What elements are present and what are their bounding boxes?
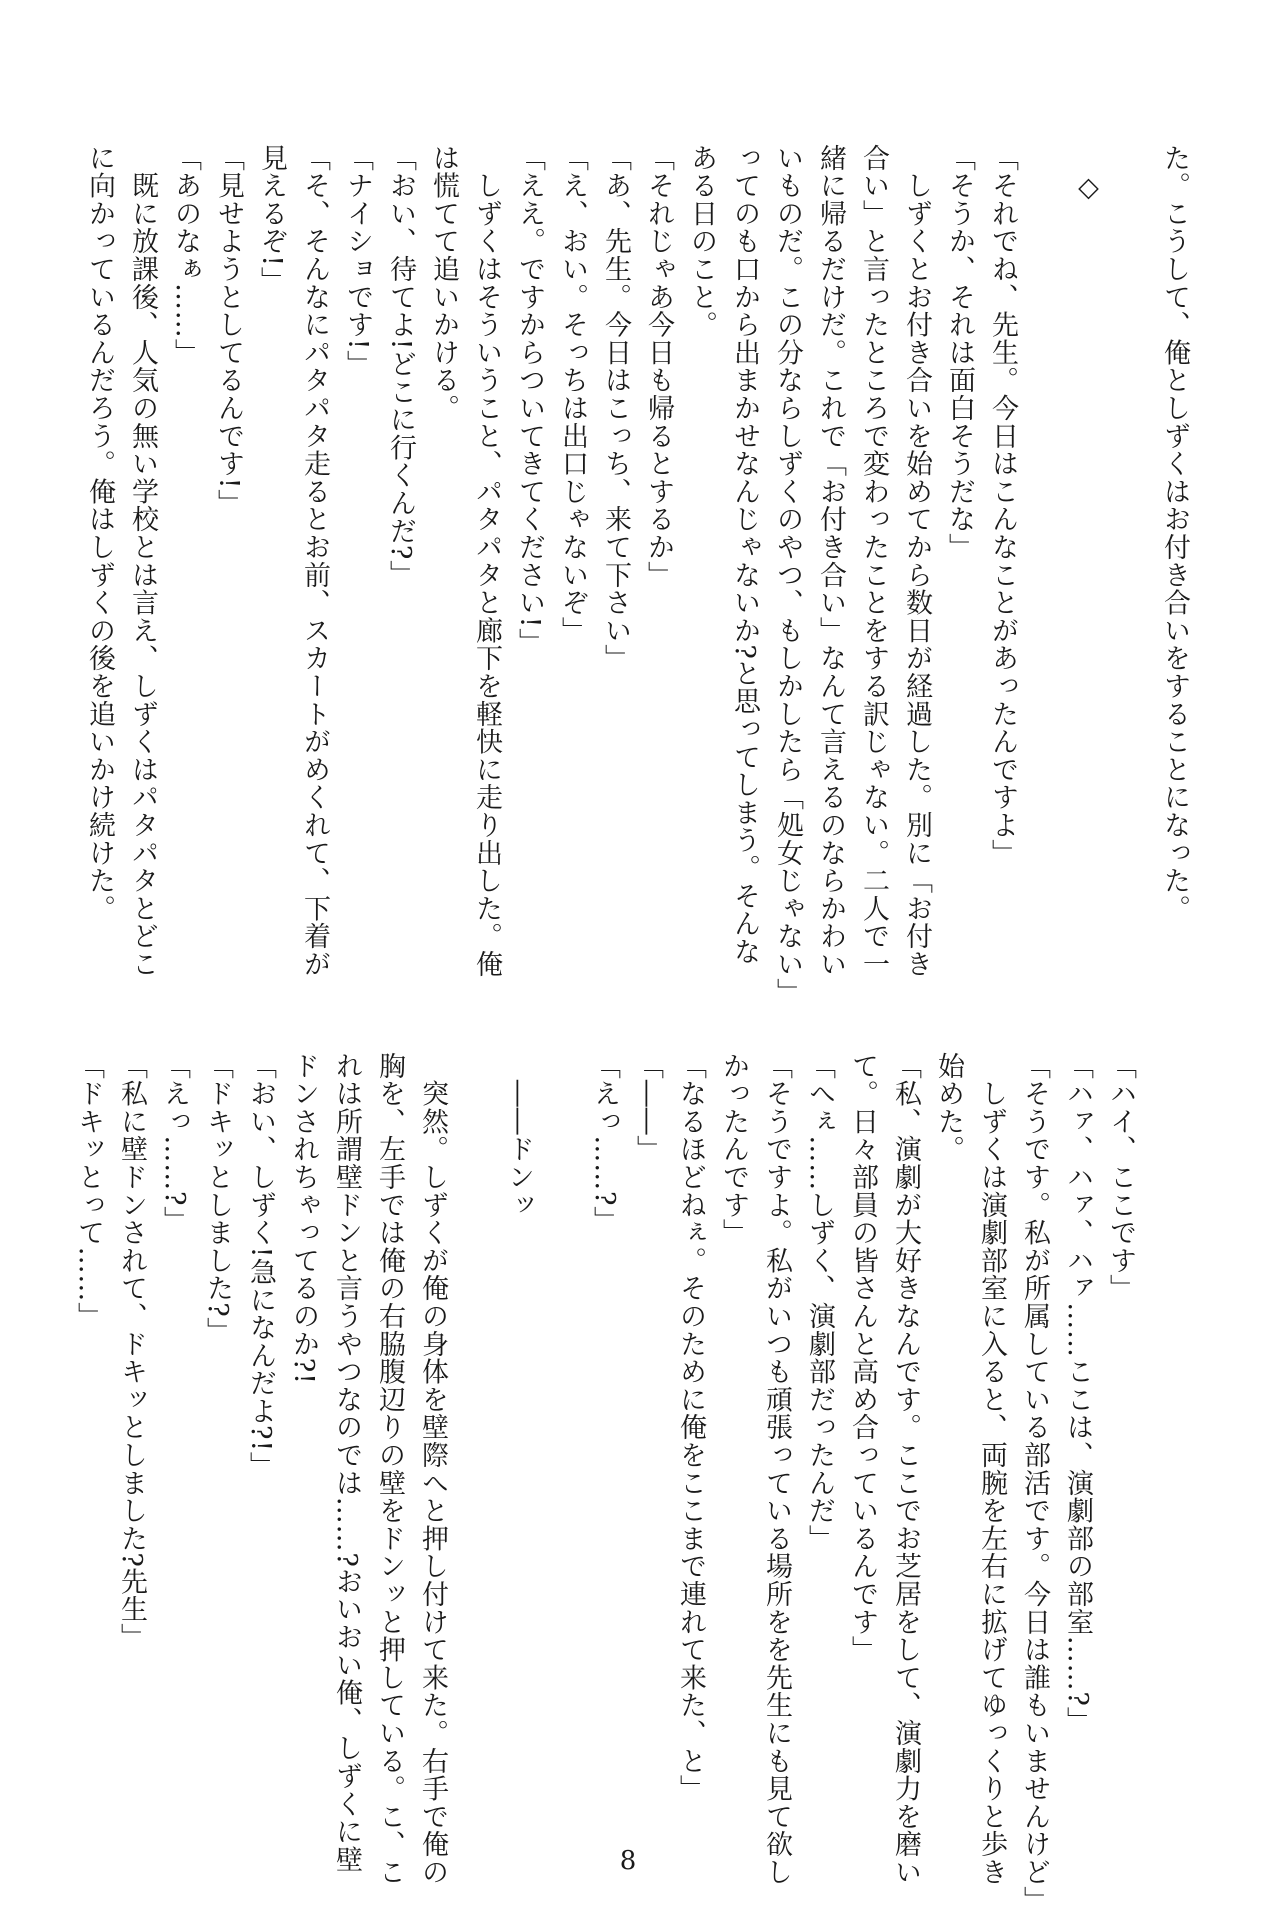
text-column: 「ええ。ですからついてきてください!」: [514, 144, 545, 657]
text-column: に向かっているんだろう。俺はしずくの後を追いかけ続けた。: [84, 144, 115, 923]
text-column: 「そうです。私が所属している部活です。今日は誰もいませんけど」: [1019, 1052, 1050, 1914]
text-column: 突然。しずくが俺の身体を壁際へと押し付けて来た。右手で俺の: [417, 1052, 448, 1886]
text-column: 見えるぞ!」: [256, 144, 287, 295]
text-column: 「私に壁ドンされて、ドキッとしました?先生」: [116, 1052, 147, 1652]
text-column: [1024, 144, 1067, 964]
text-column: 「おい、待てよ!どこに行くんだ?」: [385, 144, 416, 588]
text-column: 「あのなぁ……」: [170, 144, 201, 367]
text-column: れは所謂壁ドンと言うやつなのでは……?おいおい俺、しずくに壁: [331, 1052, 362, 1874]
text-column: 「え、おい。そっちは出口じゃないぞ」: [557, 144, 588, 645]
text-column: 「――」: [632, 1052, 663, 1164]
text-column: は慌てて追いかける。: [428, 144, 459, 422]
text-column: [1110, 144, 1153, 964]
text-column: 「えっ……?」: [159, 1052, 190, 1235]
text-column: 「ハイ、ここです」: [1105, 1052, 1136, 1303]
text-column: ってのも口から出まかせなんじゃないか?と思ってしまう。そんな: [729, 144, 760, 966]
text-column: 「それでね、先生。今日はこんなことがあったんですよ」: [987, 144, 1018, 867]
text-column: 「それじゃあ今日も帰るとするか」: [643, 144, 674, 589]
text-column: 「そうですよ。私がいつも頑張っている場所をを先生にも見て欲し: [761, 1052, 792, 1886]
text-column: しずくとお付き合いを始めてから数日が経過した。別に「お付き: [901, 144, 932, 978]
lower-text-block: [67, 1052, 1142, 1914]
text-column: て。日々部員の皆さんと高め合っているんです」: [847, 1052, 878, 1664]
text-column: しずくは演劇部室に入ると、両腕を左右に拡げてゆっくりと歩き: [976, 1052, 1007, 1886]
text-column: 合い」と言ったところで変わったことをする訳じゃない。二人で一: [858, 144, 889, 978]
text-column: ある日のこと。: [686, 144, 717, 339]
text-column: しずくはそういうこと、パタパタと廊下を軽快に走り出した。俺: [471, 144, 502, 978]
upper-text-block: [78, 144, 1196, 1006]
text-column: 緒に帰るだけだ。これで「お付き合い」なんて言えるのならかわい: [815, 144, 846, 978]
text-column: 「見せようとしてるんです!」: [213, 144, 244, 518]
text-column: ドンされちゃってるのか?!: [288, 1052, 319, 1385]
text-column: [454, 1052, 497, 1812]
text-column: いものだ。この分ならしずくのやつ、もしかしたら「処女じゃない」: [772, 144, 803, 1006]
text-column: 「私、演劇が大好きなんです。ここでお芝居をして、演劇力を磨い: [890, 1052, 921, 1886]
text-column: 「へぇ……しずく、演劇部だったんだ」: [804, 1052, 835, 1553]
text-column: 既に放課後、人気の無い学校とは言え、しずくはパタパタとどこ: [127, 144, 158, 978]
text-column: 「えっ……?」: [589, 1052, 620, 1235]
text-column: 胸を、左手では俺の右脇腹辺りの壁をドンッと押している。こ、こ: [374, 1052, 405, 1886]
text-column: 「ハァ、ハァ、ハァ……ここは、演劇部の部室……?」: [1062, 1052, 1093, 1735]
text-column: た。こうして、俺としずくはお付き合いをすることになった。: [1159, 144, 1190, 923]
text-column: 「なるほどねぇ。そのために俺をここまで連れて来た、と」: [675, 1052, 706, 1803]
text-column: ◇: [1073, 144, 1104, 204]
text-column: 「あ、先生。今日はこっち、来て下さい」: [600, 144, 631, 673]
text-column: [540, 1052, 583, 1812]
text-column: 「ナイショです!」: [342, 144, 373, 379]
text-column: 「ドキッとって……」: [73, 1052, 104, 1330]
text-column: かったんです」: [718, 1052, 749, 1247]
text-column: 「そ、そんなにパタパタ走るとお前、スカートがめくれて、下着が: [299, 144, 330, 978]
text-column: ――ドンッ: [503, 1052, 534, 1219]
text-column: 始めた。: [933, 1052, 964, 1164]
text-column: 「ドキッとしました?」: [202, 1052, 233, 1346]
text-column: 「おい、しずく!急になんだよ?!」: [245, 1052, 276, 1480]
text-column: 「そうか、それは面白そうだな」: [944, 144, 975, 561]
page-number: 8: [619, 1846, 637, 1876]
